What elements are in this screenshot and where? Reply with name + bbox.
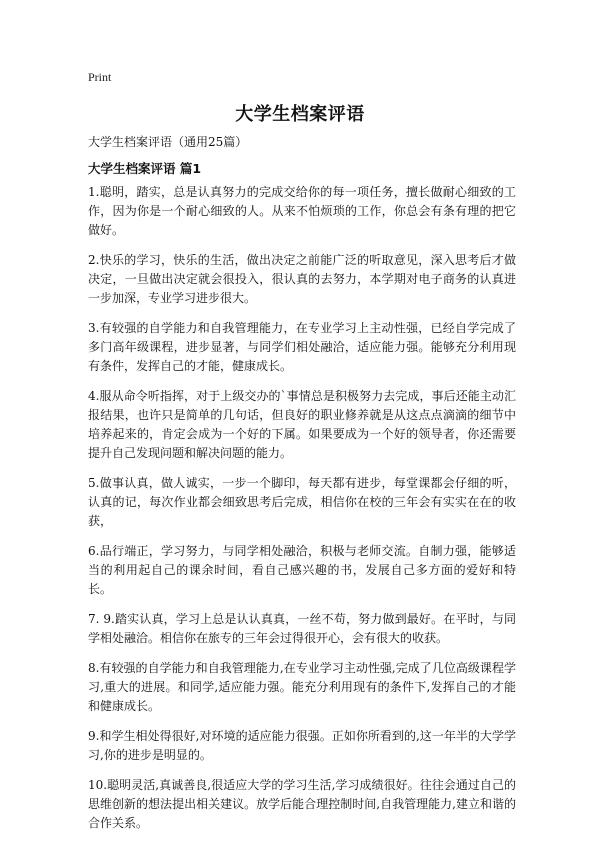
document-title: 大学生档案评语 [235, 104, 365, 125]
paragraph-3: 3.有较强的自学能力和自我管理能力，在专业学习上主动性强，已经自学完成了多门高年级课程，进步显著，与同学们相处融洽，适应能力强。能够充分利用现有条件，发挥自己的才能，健康成长。 [88, 321, 516, 373]
paragraph-7: 7. 9.踏实认真，学习上总是认认真真，一丝不苟，努力做到最好。在平时，与同学相处融洽。相信你在旅专的三年会过得很开心，会有很大的收获。 [88, 612, 516, 645]
print-label: Print [88, 70, 112, 84]
paragraph-2: 2.快乐的学习，快乐的生活，做出决定之前能广泛的听取意见，深入思考后才做决定，一旦做出决定就会很投入，很认真的去努力，本学期对电子商务的认真进一步加深，专业学习进步很大。 [88, 253, 516, 305]
paragraph-1: 1.聪明，踏实，总是认真努力的完成交给你的每一项任务，擅长做耐心细致的工作，因为你是一个耐心细致的人。从来不怕烦琐的工作，你总会有条有理的把它做好。 [88, 185, 516, 237]
paragraph-8: 8.有较强的自学能力和自我管理能力,在专业学习主动性强,完成了几位高级课程学习,重大的进展。和同学,适应能力强。能充分利用现有的条件下,发挥自己的才能和健康成长。 [88, 661, 516, 713]
document-subtitle: 大学生档案评语（通用25篇） [88, 135, 248, 149]
section-heading: 大学生档案评语 篇1 [88, 161, 202, 176]
paragraph-4: 4.服从命令听指挥，对于上级交办的`事情总是积极努力去完成，事后还能主动汇报结果，也许只是简单的几句话，但良好的职业修养就是从这点点滴滴的细节中培养起来的，肯定会成为一个好的下属。如果要成为一个好的领导者，你还需要提升自己发现问题和解决问题的能力。 [88, 389, 516, 460]
paragraph-list [88, 183, 516, 844]
paragraph-6: 6.品行端正，学习努力，与同学相处融洽，积极与老师交流。自制力强，能够适当的利用起自己的课余时间，看自己感兴趣的书，发展自己多方面的爱好和特长。 [88, 544, 516, 596]
paragraph-10: 10.聪明灵活,真诚善良,很适应大学的学习生活,学习成绩很好。往往会通过自己的思维创新的想法提出相关建议。放学后能合理控制时间,自我管理能力,建立和谐的合作关系。 [88, 778, 516, 830]
paragraph-5: 5.做事认真，做人诚实，一步一个脚印，每天都有进步，每堂课都会仔细的听，认真的记，每次作业都会细致思考后完成，相信你在校的三年会有实实在在的收获， [88, 476, 516, 528]
paragraph-9: 9.和学生相处得很好,对环境的适应能力很强。正如你所看到的,这一年半的大学学习,你的进步是明显的。 [88, 729, 516, 762]
